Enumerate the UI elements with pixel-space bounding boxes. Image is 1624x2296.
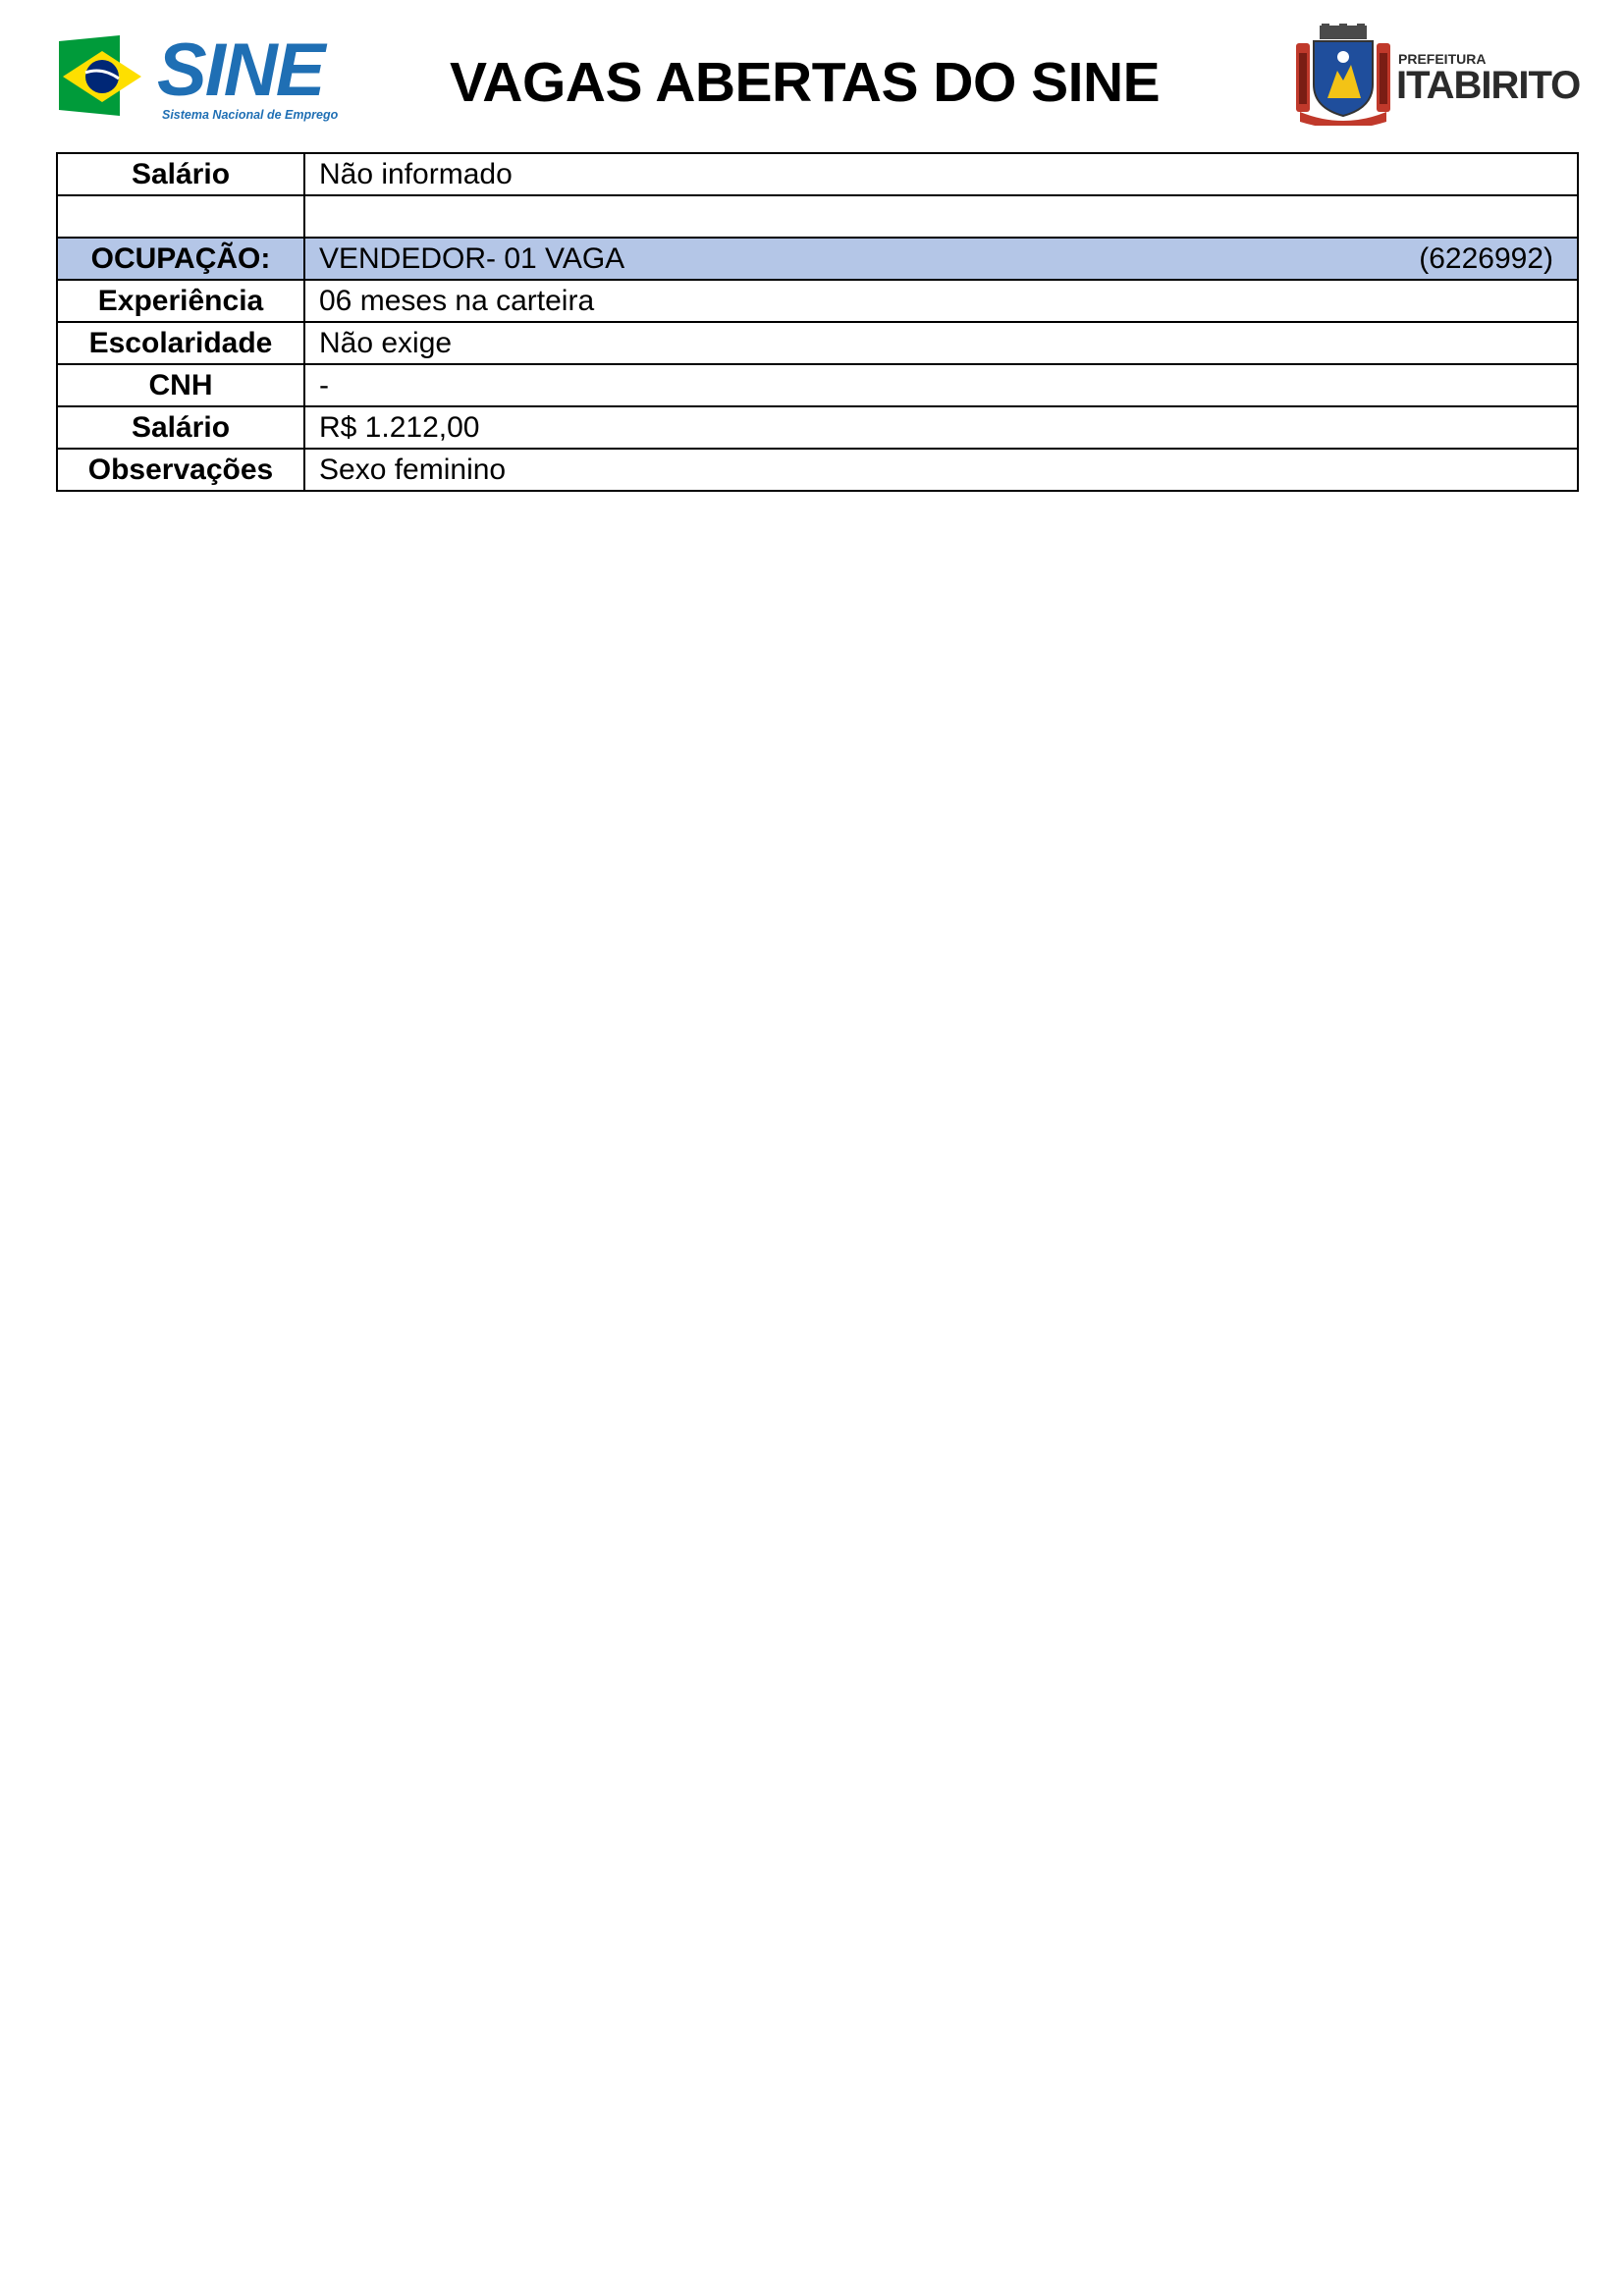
occupation-row (57, 238, 1578, 280)
row-label: Salário (57, 406, 304, 449)
table-row (57, 322, 1578, 364)
row-label: Observações (57, 449, 304, 491)
job-listing-table (56, 152, 1579, 492)
row-value: R$ 1.212,00 (304, 406, 1578, 449)
row-value: Não exige (304, 322, 1578, 364)
occupation-code: (6226992) (1419, 241, 1553, 275)
prefeitura-label: PREFEITURA (1398, 51, 1487, 67)
table-row (57, 195, 1578, 238)
table-row (57, 406, 1578, 449)
row-label: CNH (57, 364, 304, 406)
page-title: VAGAS ABERTAS DO SINE (450, 51, 1161, 114)
table-row (57, 280, 1578, 322)
brazil-flag-icon (59, 35, 149, 116)
row-label: Experiência (57, 280, 304, 322)
occupation-value-wrap (319, 240, 1553, 279)
occupation-label: OCUPAÇÃO: (57, 238, 304, 280)
row-value: Não informado (304, 153, 1578, 195)
table-row (57, 364, 1578, 406)
sine-subtitle: Sistema Nacional de Emprego (162, 108, 339, 122)
city-coat-of-arms-icon (1294, 24, 1392, 126)
row-value: 06 meses na carteira (304, 280, 1578, 322)
row-label: Salário (57, 153, 304, 195)
occupation-title: VENDEDOR- 01 VAGA (319, 241, 625, 275)
table-row (57, 449, 1578, 491)
row-label (57, 195, 304, 238)
page-header (0, 0, 1624, 147)
row-value: Sexo feminino (304, 449, 1578, 491)
prefeitura-logo (1294, 24, 1581, 126)
sine-wordmark: SINE (157, 28, 324, 112)
table-row (57, 153, 1578, 195)
row-value (304, 195, 1578, 238)
occupation-cell (304, 238, 1578, 280)
row-value: - (304, 364, 1578, 406)
city-name: ITABIRITO (1396, 64, 1581, 107)
row-label: Escolaridade (57, 322, 304, 364)
sine-logo (59, 28, 344, 125)
